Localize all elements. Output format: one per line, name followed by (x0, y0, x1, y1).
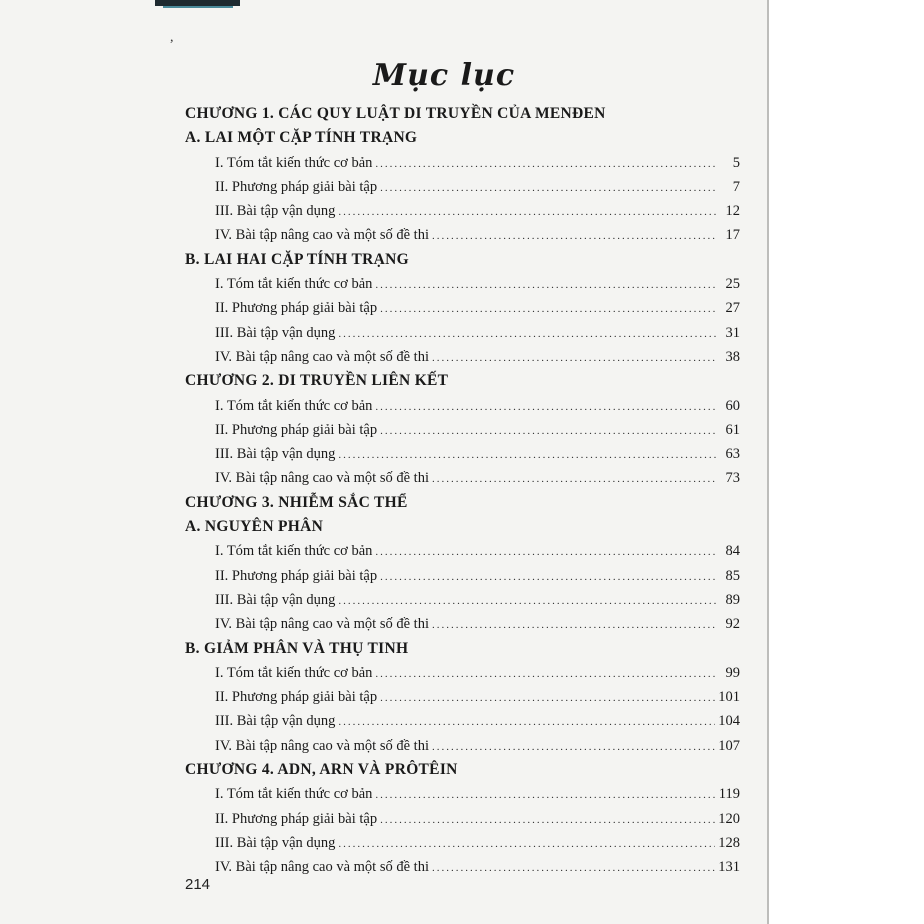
toc-entry-page: 107 (718, 737, 740, 754)
toc-entry (185, 199, 740, 223)
toc-entry (185, 807, 740, 831)
toc-entry-page: 104 (718, 713, 740, 730)
toc-entry-page: 31 (725, 324, 740, 341)
toc-entry-page: 92 (725, 616, 740, 633)
toc-entry-label: IV. Bài tập nâng cao và một số đề thi (215, 616, 429, 633)
toc-entry-page: 27 (725, 300, 740, 317)
toc-entry-page: 99 (725, 664, 740, 681)
dot-leader (338, 200, 717, 224)
toc-entry (185, 588, 740, 612)
page-number: 214 (185, 876, 211, 893)
toc-entry-label: III. Bài tập vận dụng (215, 591, 336, 608)
dot-leader (432, 735, 715, 759)
dot-leader (432, 346, 717, 370)
toc-entry (185, 272, 740, 296)
dot-leader (380, 565, 717, 589)
dot-leader (375, 273, 717, 297)
dot-leader (338, 322, 717, 346)
toc-entry-label: II. Phương pháp giải bài tập (215, 810, 378, 827)
toc-entry-label: III. Bài tập vận dụng (215, 834, 336, 851)
toc-entry-label: I. Tóm tắt kiến thức cơ bản (215, 154, 373, 171)
toc-entry (185, 321, 740, 345)
toc-entry-page: 89 (725, 591, 740, 608)
dot-leader (432, 224, 717, 248)
toc-entry-label: IV. Bài tập nâng cao và một số đề thi (215, 348, 429, 365)
dot-leader (380, 808, 715, 832)
toc-entry-page: 17 (725, 227, 740, 244)
toc-entry-label: II. Phương pháp giải bài tập (215, 178, 378, 195)
toc-entry-label: III. Bài tập vận dụng (215, 713, 336, 730)
part-heading: B. LAI HAI CẶP TÍNH TRẠNG (185, 250, 409, 268)
toc-entry-label: II. Phương pháp giải bài tập (215, 300, 378, 317)
toc-entry-label: II. Phương pháp giải bài tập (215, 689, 378, 706)
part-heading: A. LAI MỘT CẶP TÍNH TRẠNG (185, 129, 418, 147)
toc-entry (185, 418, 740, 442)
toc-entry-label: I. Tóm tắt kiến thức cơ bản (215, 397, 373, 414)
dot-leader (432, 856, 715, 880)
toc-entry-label: IV. Bài tập nâng cao và một số đề thi (215, 227, 429, 244)
dot-leader (380, 297, 717, 321)
toc-title: Mục lục (372, 58, 516, 93)
toc-entry-page: 128 (718, 834, 740, 851)
toc-entry (185, 612, 740, 636)
toc-entry-page: 25 (725, 276, 740, 293)
toc-entry-page: 7 (732, 178, 740, 195)
toc-entry-label: IV. Bài tập nâng cao và một số đề thi (215, 737, 429, 754)
dot-leader (380, 176, 717, 200)
toc-entry-label: I. Tóm tắt kiến thức cơ bản (215, 786, 373, 803)
toc-entry (185, 831, 740, 855)
toc-entry (185, 175, 740, 199)
dot-leader (432, 467, 717, 491)
toc-entry (185, 782, 740, 806)
toc-entry-page: 85 (725, 567, 740, 584)
toc-entry-page: 60 (725, 397, 740, 414)
dot-leader (375, 662, 717, 686)
toc-entry-label: IV. Bài tập nâng cao và một số đề thi (215, 470, 429, 487)
dot-leader (380, 419, 717, 443)
dot-leader (375, 395, 717, 419)
toc-entry (185, 734, 740, 758)
toc-entry-page: 61 (725, 421, 740, 438)
dot-leader (338, 710, 715, 734)
toc-entry-label: III. Bài tập vận dụng (215, 203, 336, 220)
toc-entry-label: I. Tóm tắt kiến thức cơ bản (215, 543, 373, 560)
chapter-heading: CHƯƠNG 4. ADN, ARN VÀ PRÔTÊIN (185, 761, 458, 779)
toc-entry-label: II. Phương pháp giải bài tập (215, 421, 378, 438)
toc-entry (185, 345, 740, 369)
toc-entry-label: I. Tóm tắt kiến thức cơ bản (215, 276, 373, 293)
toc-entry-page: 101 (718, 689, 740, 706)
toc-entry-page: 12 (725, 203, 740, 220)
ink-speck: , (170, 30, 174, 45)
top-binding-strip (155, 0, 240, 6)
toc-entry-label: III. Bài tập vận dụng (215, 324, 336, 341)
chapter-heading: CHƯƠNG 1. CÁC QUY LUẬT DI TRUYỀN CỦA MENĐEN (185, 105, 606, 122)
toc-entry-page: 73 (725, 470, 740, 487)
dot-leader (375, 783, 715, 807)
toc-entry (185, 151, 740, 175)
toc-entry (185, 466, 740, 490)
dot-leader (338, 832, 715, 856)
toc-entry (185, 685, 740, 709)
dot-leader (375, 540, 717, 564)
toc-entry-page: 119 (718, 786, 740, 803)
toc-entry-page: 84 (725, 543, 740, 560)
part-heading: B. GIẢM PHÂN VÀ THỤ TINH (185, 639, 409, 657)
toc-entry-page: 131 (718, 859, 740, 876)
toc-entry-page: 120 (718, 810, 740, 827)
dot-leader (380, 686, 715, 710)
toc-entry (185, 709, 740, 733)
dot-leader (432, 613, 717, 637)
toc-entry-page: 63 (725, 446, 740, 463)
dot-leader (338, 443, 717, 467)
toc-entry (185, 442, 740, 466)
toc-entry (185, 296, 740, 320)
toc-entry (185, 661, 740, 685)
part-heading: A. NGUYÊN PHÂN (185, 518, 324, 536)
dot-leader (338, 589, 717, 613)
chapter-heading: CHƯƠNG 3. NHIỄM SẮC THỂ (185, 493, 408, 511)
toc-entry-label: IV. Bài tập nâng cao và một số đề thi (215, 859, 429, 876)
toc-entry (185, 855, 740, 879)
toc-entry-page: 5 (732, 154, 740, 171)
dot-leader (375, 152, 717, 176)
toc-entry-label: II. Phương pháp giải bài tập (215, 567, 378, 584)
toc-entry (185, 394, 740, 418)
toc-entry-label: III. Bài tập vận dụng (215, 446, 336, 463)
page-margin-background (769, 0, 924, 924)
toc-entry-page: 38 (725, 348, 740, 365)
toc-entry (185, 564, 740, 588)
toc-entry (185, 223, 740, 247)
toc-entry (185, 539, 740, 563)
table-of-contents (185, 102, 740, 880)
chapter-heading: CHƯƠNG 2. DI TRUYỀN LIÊN KẾT (185, 372, 449, 390)
toc-entry-label: I. Tóm tắt kiến thức cơ bản (215, 664, 373, 681)
